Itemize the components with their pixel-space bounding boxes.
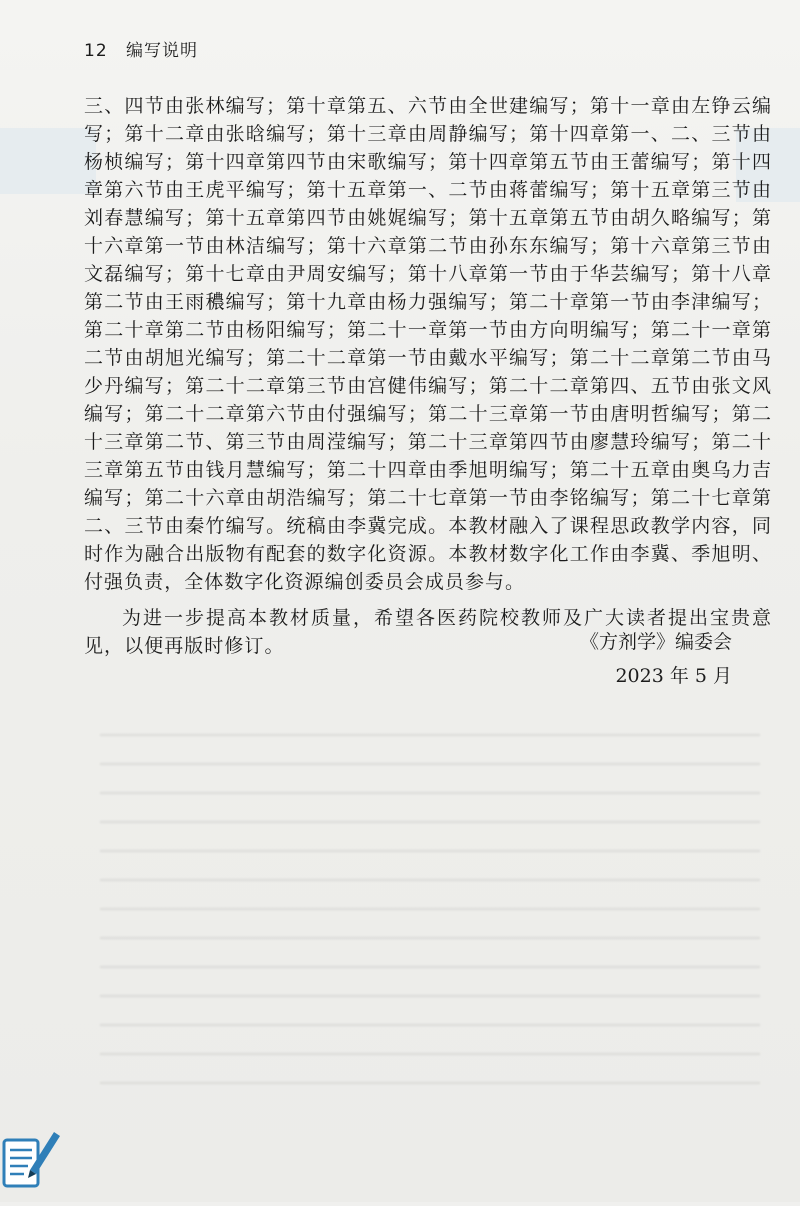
body-paragraph-2: 为进一步提高本教材质量，希望各医药院校教师及广大读者提出宝贵意见，以便再版时修订。 [84,607,772,657]
signature-block [552,628,732,690]
pencil-notepad-icon [0,1112,68,1202]
section-title: 编写说明 [126,41,199,61]
page-body [84,92,772,660]
decorative-band-left [0,128,96,194]
page-number: 12 [84,41,108,61]
signature-date: 2023 年 5 月 [615,665,732,687]
committee-name: 《方剂学》编委会 [579,631,732,653]
body-paragraph-1: 三、四节由张林编写；第十章第五、六节由全世建编写；第十一章由左铮云编写；第十二章由张晗编写；第十三章由周静编写；第十四章第一、二、三节由杨桢编写；第十四章第四节由宋歌编写；第十四章第五节由王蕾编写；第十四章第六节由王虎平编写；第十五章第一、二节由蒋蕾编写；第十五章第三节由刘春慧编写；第十五章第四节由姚娓编写；第十五章第五节由胡久略编写；第十六章第一节由林洁编写；第十六章第二节由孙东东编写；第十六章第三节由文磊编写；第十七章由尹周安编写；第十八章第一节由于华芸编写；第十八章第二节由王雨穠编写；第十九章由杨力强编写；第二十章第一节由李津编写；第二十章第二节由杨阳编写；第二十一章第一节由方向明编写；第二十一章第二节由胡旭光编写；第二十二章第一节由戴水平编写；第二十二章第二节由马少丹编写；第二十二章第三节由宫健伟编写；第二十二章第四、五节由张文风编写；第二十二章第六节由付强编写；第二十三章第一节由唐明哲编写；第二十三章第二节、第三节由周滢编写；第二十三章第四节由廖慧玲编写；第二十三章第五节由钱月慧编写；第二十四章由季旭明编写；第二十五章由奥乌力吉编写；第二十六章由胡浩编写；第二十七章第一节由李铭编写；第二十七章第二、三节由秦竹编写。统稿由李冀完成。本教材融入了课程思政教学内容，同时作为融合出版物有配套的数字化资源。本教材数字化工作由李冀、季旭明、付强负责，全体数字化资源编创委员会成员参与。 [84,95,772,593]
page-header [84,36,198,61]
show-through-text [100,720,760,1100]
